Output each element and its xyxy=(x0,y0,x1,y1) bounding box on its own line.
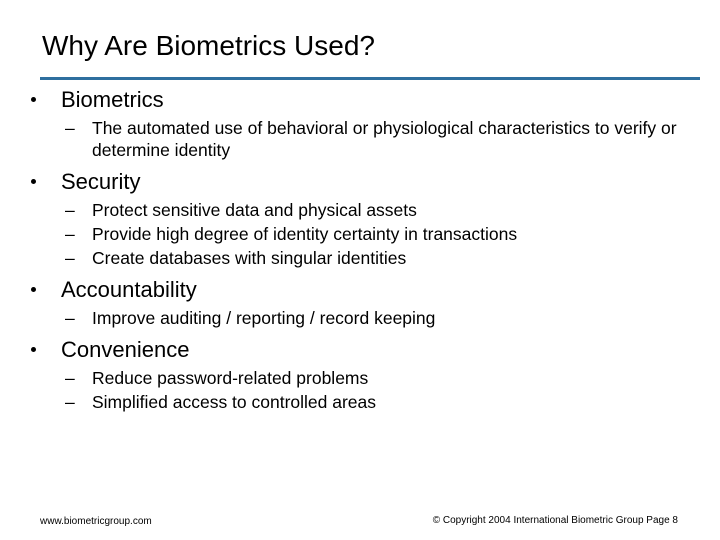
bullet-dot-icon xyxy=(31,347,36,352)
sub-item xyxy=(61,391,700,413)
dash-icon: – xyxy=(65,308,75,328)
dash-icon: – xyxy=(65,200,75,220)
sub-item-text: Create databases with singular identities xyxy=(92,248,407,268)
dash-icon: – xyxy=(65,118,75,138)
sub-list xyxy=(61,199,700,269)
bullet-dot-icon xyxy=(31,97,36,102)
bullet-dot-icon xyxy=(31,287,36,292)
dash-icon: – xyxy=(65,368,75,388)
title-divider xyxy=(40,77,700,80)
bullet-item-biometrics xyxy=(30,86,700,161)
footer-copyright: © Copyright 2004 International Biometric Group Page 8 xyxy=(432,515,678,526)
dash-icon: – xyxy=(65,248,75,268)
sub-item xyxy=(61,223,700,245)
slide-title: Why Are Biometrics Used? xyxy=(42,30,375,61)
sub-list xyxy=(61,307,700,329)
sub-item xyxy=(61,307,700,329)
dash-icon: – xyxy=(65,224,75,244)
sub-list xyxy=(61,367,700,413)
footer-url: www.biometricgroup.com xyxy=(40,516,152,527)
sub-item-text: The automated use of behavioral or physiological characteristics to verify or determine identity xyxy=(92,118,677,160)
sub-item xyxy=(61,367,700,389)
bullet-dot-icon xyxy=(31,179,36,184)
sub-item xyxy=(61,247,700,269)
sub-item xyxy=(61,199,700,221)
sub-item-text: Provide high degree of identity certainty in transactions xyxy=(92,224,518,244)
sub-item-text: Improve auditing / reporting / record keeping xyxy=(92,308,436,328)
bullet-item-convenience xyxy=(30,336,700,413)
bullet-label: Accountability xyxy=(61,277,197,302)
sub-item xyxy=(61,117,700,161)
dash-icon: – xyxy=(65,392,75,412)
sub-item-text: Simplified access to controlled areas xyxy=(92,392,377,412)
bullet-item-accountability xyxy=(30,276,700,329)
bullet-label: Security xyxy=(61,169,141,194)
sub-item-text: Protect sensitive data and physical assets xyxy=(92,200,417,220)
bullet-item-security xyxy=(30,168,700,269)
bullet-list xyxy=(30,86,700,420)
sub-item-text: Reduce password-related problems xyxy=(92,368,369,388)
sub-list xyxy=(61,117,700,161)
bullet-label: Convenience xyxy=(61,337,190,362)
bullet-label: Biometrics xyxy=(61,87,164,112)
